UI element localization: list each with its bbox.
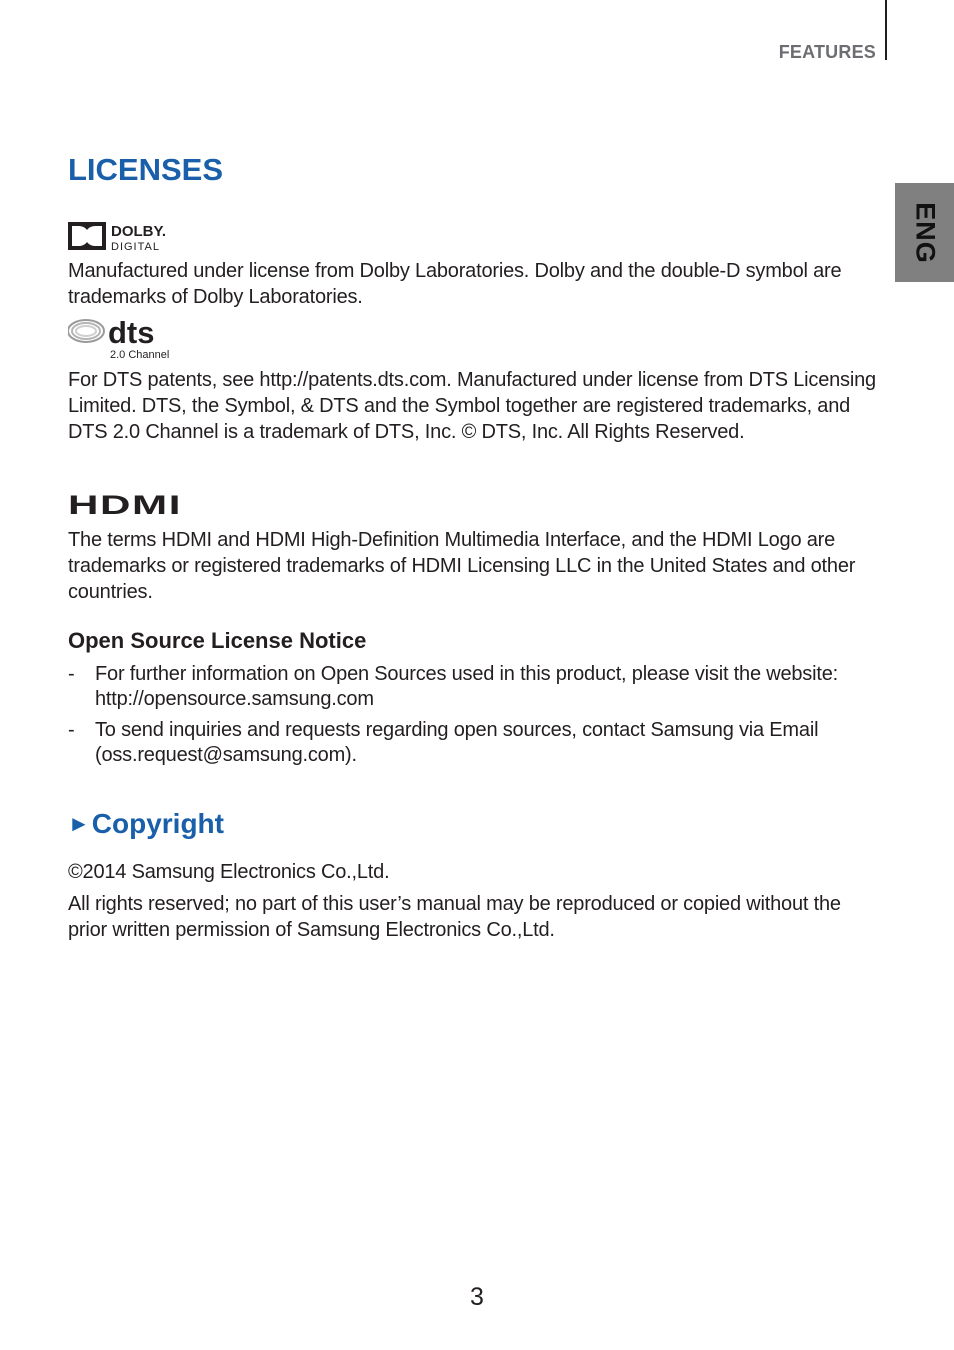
copyright-line-2: All rights reserved; no part of this user’s manual may be reproduced or copied without the prior written permission of Samsung Electronics Co.,Ltd. xyxy=(68,893,841,941)
page-title: LICENSES xyxy=(68,152,224,187)
dolby-logo-word: DOLBY. xyxy=(111,223,167,240)
list-dash: - xyxy=(68,719,75,741)
dts-symbol-icon xyxy=(68,320,104,342)
list-item xyxy=(68,718,883,768)
dts-logo-word: dts xyxy=(108,315,155,350)
header-divider xyxy=(885,0,887,60)
list-item-text: For further information on Open Sources used in this product, please visit the website: http://opensource.samsung.com xyxy=(95,663,838,710)
dts-license-text: For DTS patents, see http://patents.dts.com. Manufactured under license from DTS Licensing Limited. DTS, the Symbol, & DTS and the Symbol together are registered trademarks, and DTS 2.0 Channel is a trademark of DTS, Inc. © DTS, Inc. All Rights Reserved. xyxy=(68,369,876,443)
copyright-line-1: ©2014 Samsung Electronics Co.,Ltd. xyxy=(68,861,390,883)
open-source-list xyxy=(68,662,883,774)
dolby-license-text: Manufactured under license from Dolby Laboratories. Dolby and the double-D symbol are trademarks of Dolby Laboratories. xyxy=(68,260,842,308)
copyright-heading-text: Copyright xyxy=(91,808,224,839)
hdmi-license-text: The terms HDMI and HDMI High-Definition Multimedia Interface, and the HDMI Logo are trademarks or registered trademarks of HDMI Licensing LLC in the United States and other countries. xyxy=(68,529,856,603)
hdmi-logo-word: HDMI xyxy=(68,492,182,518)
list-dash: - xyxy=(68,663,75,685)
dolby-digital-logo xyxy=(68,220,188,254)
open-source-heading: Open Source License Notice xyxy=(68,628,367,653)
list-item xyxy=(68,662,883,712)
dts-logo xyxy=(68,315,188,363)
copyright-heading xyxy=(68,808,224,840)
language-tab xyxy=(895,183,954,282)
page-number: 3 xyxy=(470,1283,484,1311)
hdmi-logo xyxy=(68,492,184,518)
section-label: FEATURES xyxy=(778,42,876,62)
language-tab-label: ENG xyxy=(910,201,940,264)
dolby-logo-sub: DIGITAL xyxy=(111,241,160,253)
triangle-arrow-icon: ► xyxy=(68,811,90,836)
list-item-text: To send inquiries and requests regarding open sources, contact Samsung via Email (oss.request@samsung.com). xyxy=(95,719,819,766)
dts-logo-sub: 2.0 Channel xyxy=(110,349,170,361)
